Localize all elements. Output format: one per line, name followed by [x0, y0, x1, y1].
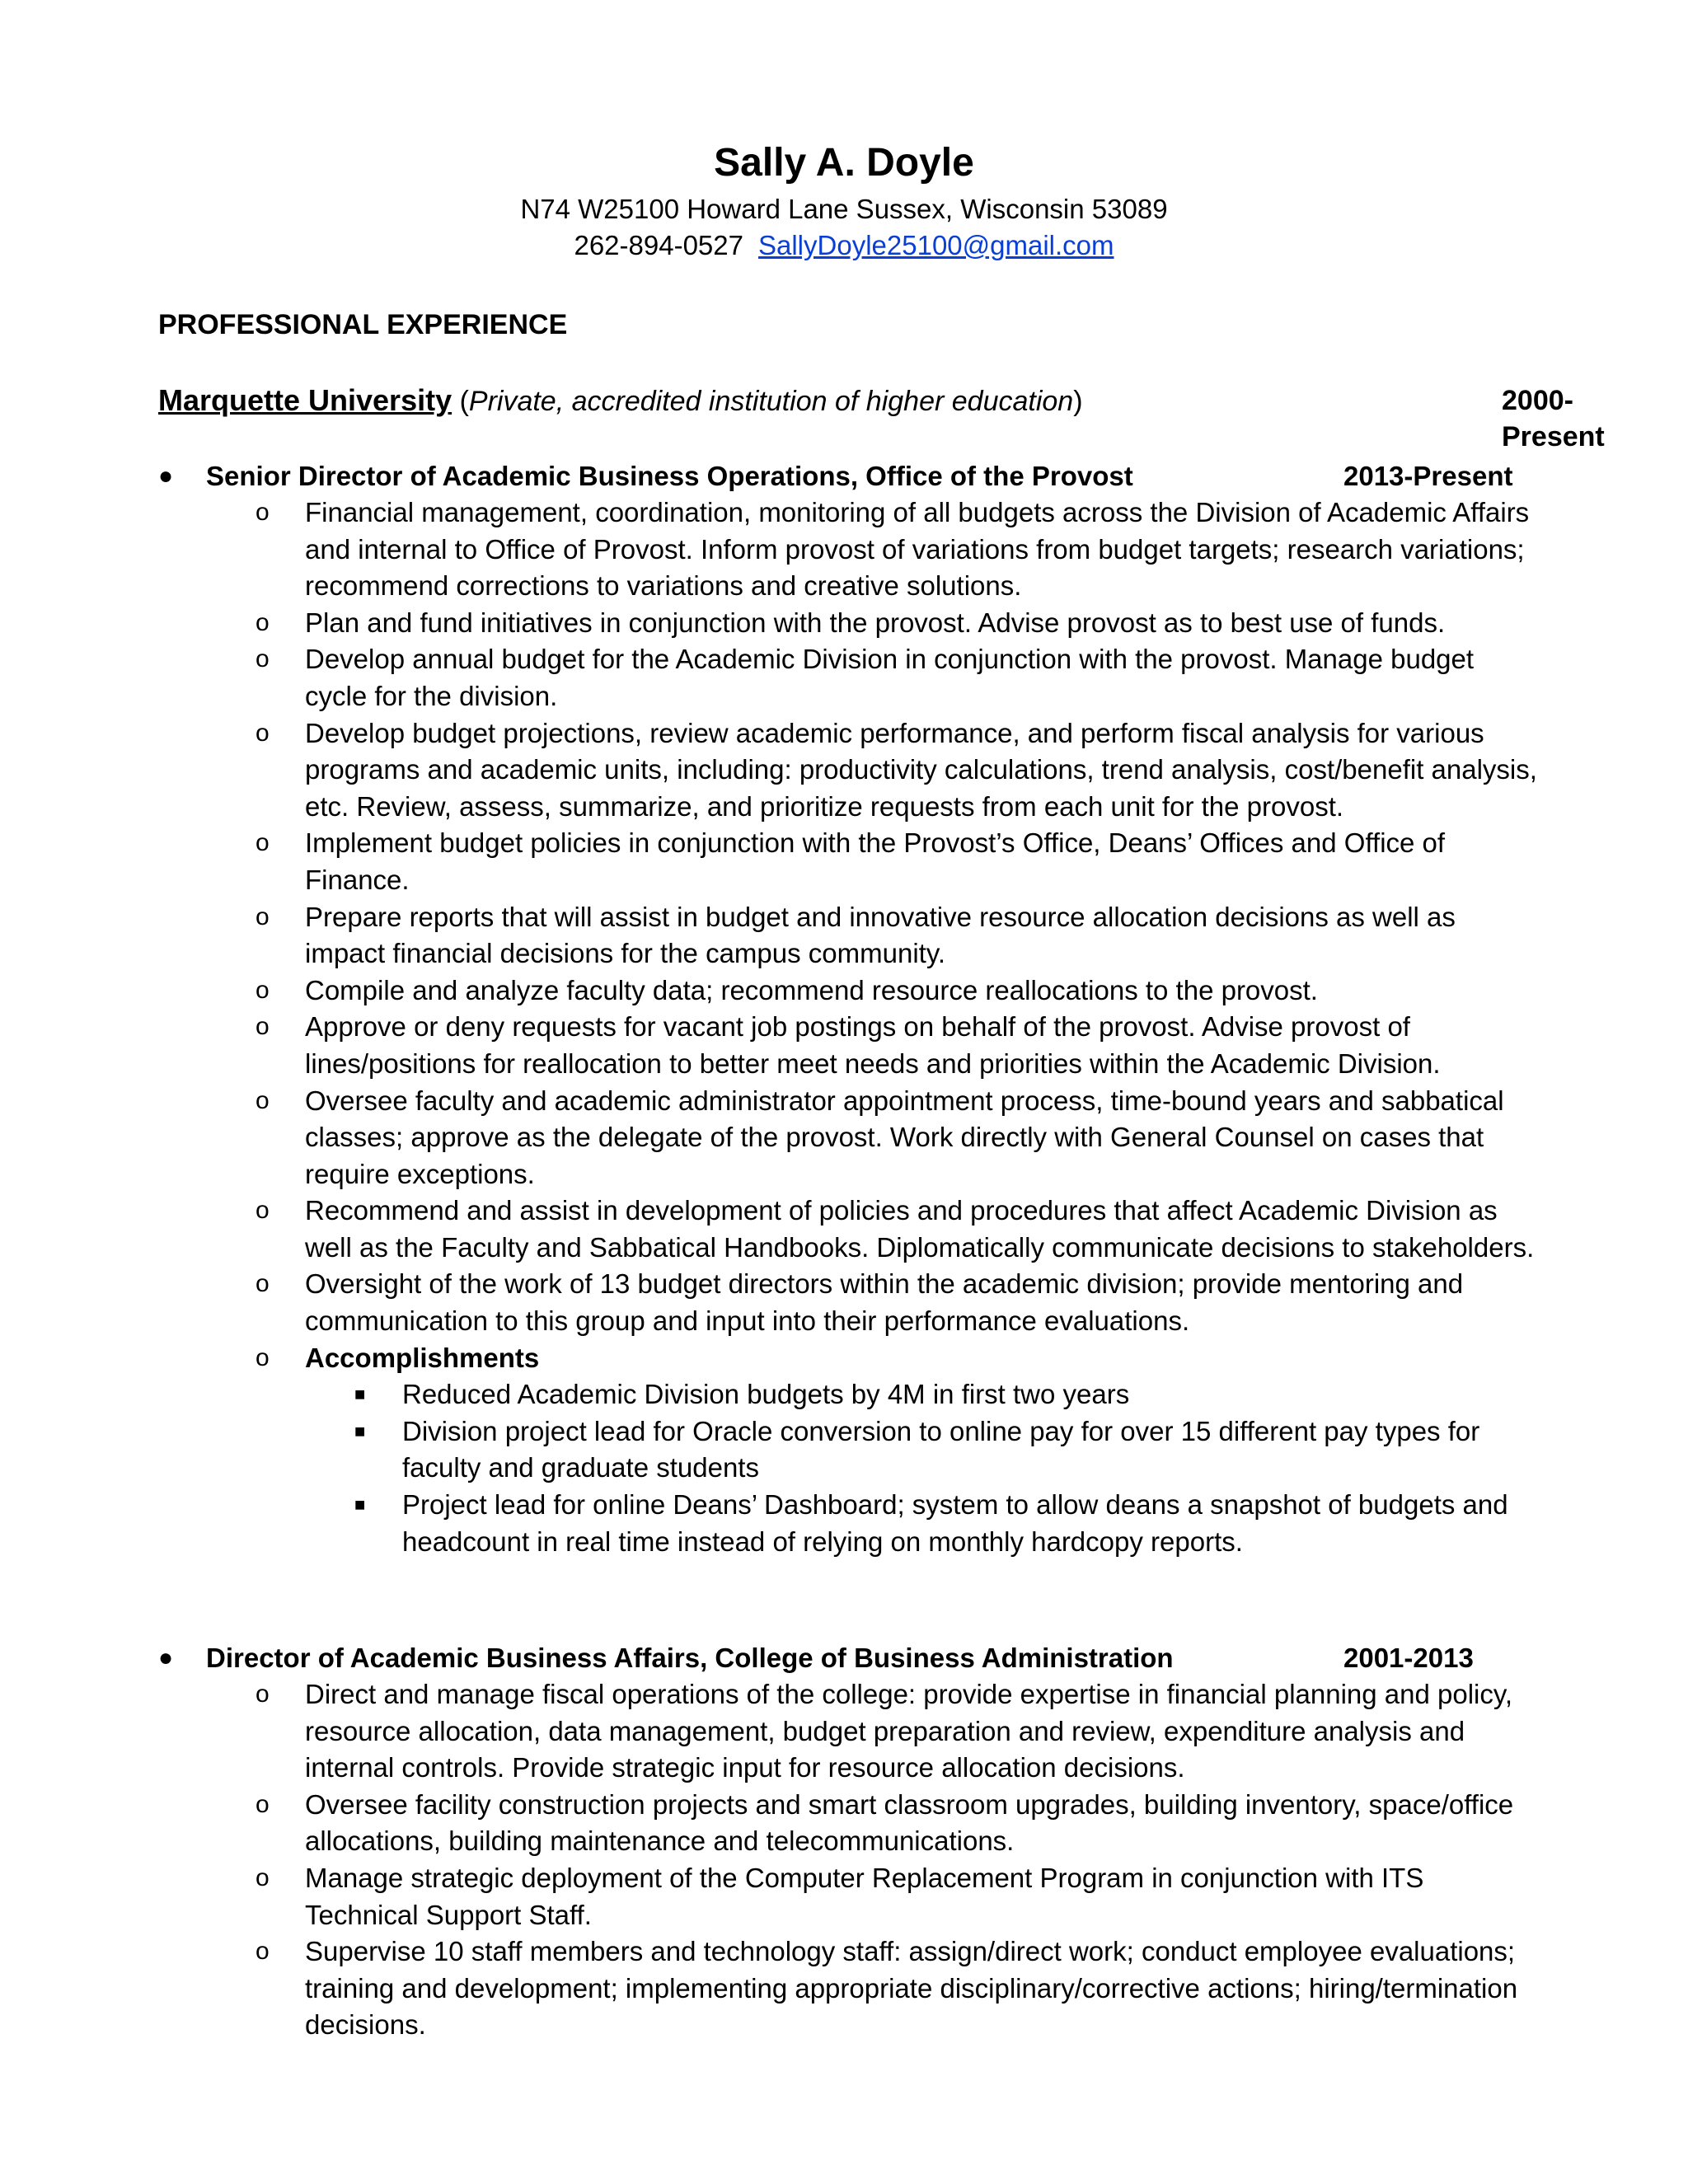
- list-item: [158, 899, 1543, 972]
- bullet-icon: ●: [158, 1644, 174, 1671]
- circle-bullet-icon: o: [256, 902, 270, 930]
- duty-text: Oversight of the work of 13 budget directors within the academic division; provide mentoring and communication to this group and input into their performance evaluations.: [305, 1268, 1464, 1337]
- circle-bullet-icon: o: [256, 499, 270, 526]
- duty-text: Implement budget policies in conjunction with the Provost’s Office, Deans’ Offices and Office of Finance.: [305, 827, 1446, 895]
- section-title-professional-experience: PROFESSIONAL EXPERIENCE: [158, 309, 568, 340]
- accomplishment-text: Project lead for online Deans’ Dashboard; system to allow deans a snapshot of budgets and headcount in real time instead of relying on monthly hardcopy reports.: [402, 1489, 1508, 1557]
- role-senior-director: [158, 458, 1543, 1560]
- duty-text: Approve or deny requests for vacant job postings on behalf of the provost. Advise provost of lines/positions for reallocation to better meet needs and priorities within the Academic Division.: [305, 1011, 1441, 1079]
- list-item: [305, 1487, 1543, 1560]
- duty-text: Compile and analyze faculty data; recommend resource reallocations to the provost.: [305, 974, 1318, 1005]
- list-item: [158, 1676, 1543, 1787]
- list-item: [158, 1860, 1543, 1933]
- bullet-icon: ●: [158, 462, 174, 490]
- circle-bullet-icon: o: [256, 829, 270, 857]
- square-bullet-icon: ■: [354, 1420, 366, 1441]
- duty-text: Develop annual budget for the Academic Division in conjunction with the provost. Manage budget cycle for the division.: [305, 644, 1475, 711]
- list-item-accomplishments: [158, 1340, 1543, 1561]
- square-bullet-icon: ■: [354, 1384, 366, 1405]
- circle-bullet-icon: o: [256, 1680, 270, 1708]
- duty-text: Plan and fund initiatives in conjunction with the provost. Advise provost as to best use of funds.: [305, 607, 1446, 638]
- list-item: [158, 1933, 1543, 2044]
- role-dates: 2013-Present: [1343, 461, 1513, 491]
- circle-bullet-icon: o: [256, 1343, 270, 1371]
- list-item: [158, 494, 1543, 605]
- circle-bullet-icon: o: [256, 1938, 270, 1966]
- duty-text: Recommend and assist in development of policies and procedures that affect Academic Division as well as the Faculty and Sabbatical Handbooks. Diplomatically communicate decisions to stakeholders.: [305, 1195, 1535, 1263]
- list-item: [158, 641, 1543, 715]
- accomplishment-text: Division project lead for Oracle conversion to online pay for over 15 different pay types for faculty and graduate students: [402, 1415, 1480, 1483]
- duty-text: Direct and manage fiscal operations of the college: provide expertise in financial planning and policy, resource allocation, data management, budget preparation and review, expenditure analysis and internal controls. Provide strategic input for resource allocation decisions.: [305, 1679, 1513, 1783]
- employer-description: Private, accredited institution of higher education: [468, 386, 1074, 417]
- candidate-address: N74 W25100 Howard Lane Sussex, Wisconsin 53089: [520, 194, 1168, 224]
- circle-bullet-icon: o: [256, 1270, 270, 1298]
- role-header: [158, 1640, 1543, 1676]
- contact-line: [0, 227, 1688, 264]
- duty-text: Prepare reports that will assist in budget and innovative resource allocation decisions as well as impact financial decisions for the campus community.: [305, 901, 1456, 969]
- duties-list: [158, 1676, 1543, 2044]
- list-item: [158, 1083, 1543, 1193]
- list-item: [158, 1266, 1543, 1339]
- list-item: [158, 1193, 1543, 1266]
- duty-text: Manage strategic deployment of the Computer Replacement Program in conjunction with ITS Technical Support Staff.: [305, 1862, 1424, 1930]
- role-dates: 2001-2013: [1343, 1643, 1474, 1673]
- list-item: [305, 1413, 1543, 1487]
- list-item: [158, 1787, 1543, 1860]
- circle-bullet-icon: o: [256, 645, 270, 673]
- role-title: Senior Director of Academic Business Operations, Office of the Provost: [206, 461, 1133, 491]
- circle-bullet-icon: o: [256, 976, 270, 1004]
- circle-bullet-icon: o: [256, 1013, 270, 1041]
- employer-name: Marquette University: [158, 383, 452, 417]
- role-header: [158, 458, 1543, 494]
- employer-description-close: ): [1073, 386, 1083, 417]
- list-item: [158, 972, 1543, 1010]
- duty-text: Oversee facility construction projects and smart classroom upgrades, building inventory, space/office allocations, building maintenance and telecommunications.: [305, 1788, 1514, 1857]
- duty-text: Financial management, coordination, monitoring of all budgets across the Division of Academic Affairs and internal to Office of Provost. Inform provost of variations from budget targets; research variations; recommend corrections to variations and creative solutions.: [305, 497, 1530, 602]
- circle-bullet-icon: o: [256, 1197, 270, 1225]
- candidate-name: Sally A. Doyle: [714, 141, 974, 185]
- duty-text: Supervise 10 staff members and technology staff: assign/direct work; conduct employee evaluations; training and development; implementing appropriate disciplinary/corrective actions; hiring/termination decisions.: [305, 1936, 1518, 2041]
- accomplishments-list: [305, 1376, 1543, 1560]
- list-item: [158, 605, 1543, 642]
- role-director: [158, 1640, 1543, 2044]
- duties-list: [158, 494, 1543, 1560]
- circle-bullet-icon: o: [256, 608, 270, 636]
- circle-bullet-icon: o: [256, 1863, 270, 1891]
- phone-number: 262-894-0527: [574, 230, 743, 260]
- list-item: [305, 1376, 1543, 1413]
- role-title: Director of Academic Business Affairs, College of Business Administration: [206, 1643, 1174, 1673]
- duty-text: Oversee faculty and academic administrator appointment process, time-bound years and sabbatical classes; approve as the delegate of the provost. Work directly with General Counsel on cases that require exceptions.: [305, 1085, 1504, 1189]
- employer-description-open: (: [459, 386, 469, 417]
- email-link[interactable]: SallyDoyle25100@gmail.com: [757, 230, 1114, 260]
- circle-bullet-icon: o: [256, 1790, 270, 1818]
- circle-bullet-icon: o: [256, 719, 270, 747]
- employer-dates: 2000-Present: [1502, 385, 1605, 452]
- accomplishment-text: Reduced Academic Division budgets by 4M in first two years: [402, 1379, 1130, 1410]
- list-item: [158, 1009, 1543, 1082]
- list-item: [158, 825, 1543, 898]
- employer-line: [158, 382, 1605, 452]
- list-item: [158, 715, 1543, 826]
- circle-bullet-icon: o: [256, 1086, 270, 1114]
- square-bullet-icon: ■: [354, 1494, 366, 1516]
- duty-text: Develop budget projections, review academic performance, and perform fiscal analysis for various programs and academic units, including: productivity calculations, trend analysis, cost/benefit analysis, etc. Review, assess, summarize, and prioritize requests from each unit for the provost.: [305, 717, 1537, 822]
- accomplishments-label: Accomplishments: [305, 1342, 540, 1373]
